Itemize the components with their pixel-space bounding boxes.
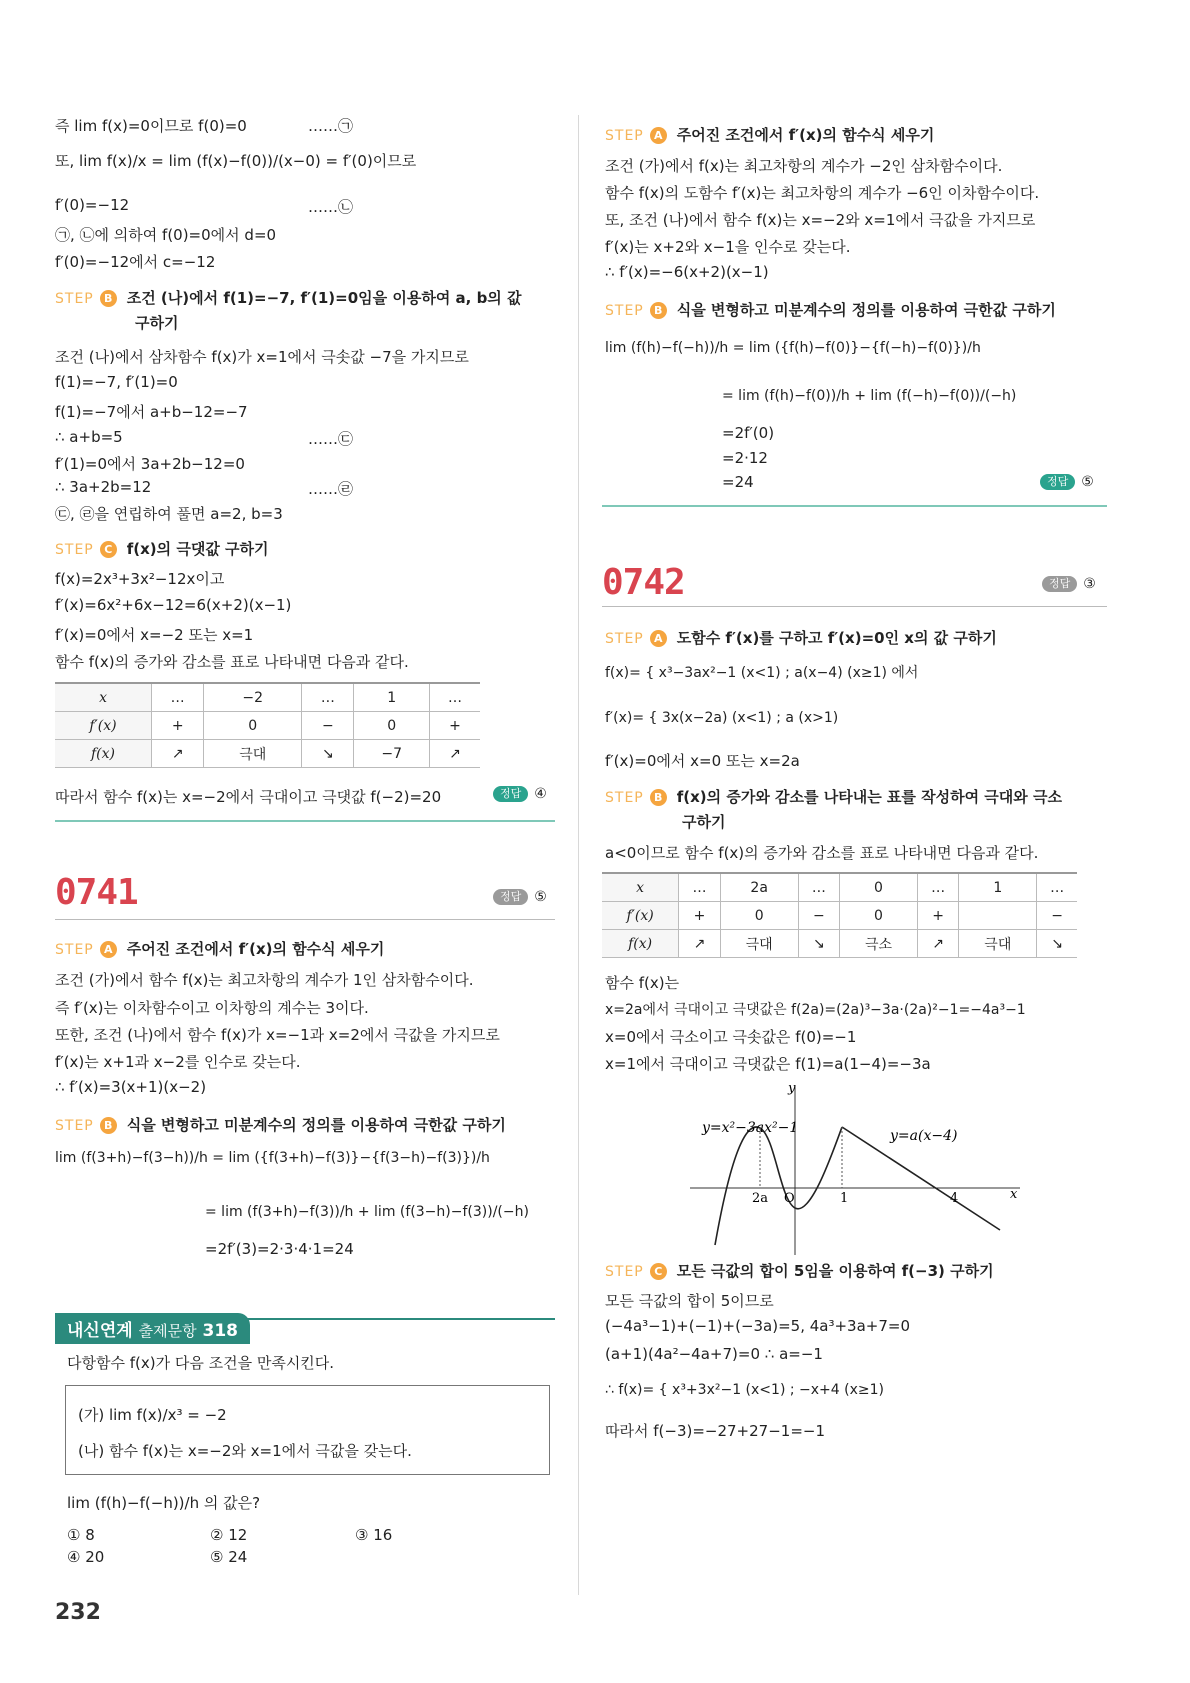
left-b-line-5: f′(1)=0에서 3a+2b−12=0 (55, 455, 245, 473)
right-calc-3: =2f′(0) (722, 424, 775, 442)
table-cell: f′(x) (602, 902, 679, 930)
table-cell: 0 (354, 712, 429, 740)
table-cell: −7 (354, 740, 429, 768)
tick-label: O (784, 1191, 795, 1206)
p0741-calc-3: =2f′(3)=2·3·4·1=24 (205, 1240, 354, 1258)
right-step-b: STEP B 식을 변형하고 미분계수의 정의를 이용하여 극한값 구하기 (605, 301, 1056, 319)
function-graph (680, 1080, 1030, 1260)
right-a-line-1: 조건 (가)에서 f(x)는 최고차항의 계수가 −2인 삼차함수이다. (605, 157, 1003, 175)
left-line-5: f′(0)=−12에서 c=−12 (55, 253, 216, 271)
p0741-a-line-1: 조건 (가)에서 함수 f(x)는 최고차항의 계수가 1인 삼차함수이다. (55, 971, 474, 989)
table-cell: −2 (204, 683, 302, 712)
right-calc-1: lim (f(h)−f(−h))/h = lim ({f(h)−f(0)}−{f(−h)−f(0)})/h (605, 340, 981, 356)
p0742-c-line-1: 모든 극값의 합이 5이므로 (605, 1292, 774, 1310)
table-cell: ↗ (679, 930, 721, 958)
right-a-line-3: 또, 조건 (나)에서 함수 f(x)는 x=−2와 x=1에서 극값을 가지므로 (605, 211, 1036, 229)
condition-1: (가) lim f(x)/x³ = −2 (78, 1406, 227, 1424)
table-cell: 0 (204, 712, 302, 740)
table-cell: ↗ (152, 740, 204, 768)
p0742-step-b-title2: 구하기 (682, 813, 726, 831)
left-step-b-title2: 구하기 (135, 314, 179, 332)
left-b-line-1: 조건 (나)에서 삼차함수 f(x)가 x=1에서 극솟값 −7을 가지므로 (55, 348, 469, 366)
table-cell: ↗ (429, 740, 480, 768)
p0741-calc-2: = lim (f(3+h)−f(3))/h + lim (f(3−h)−f(3))/(−h) (205, 1204, 529, 1220)
p0742-after-1: 함수 f(x)는 (605, 974, 680, 992)
answer-badge-0742: 정답 ③ (1042, 576, 1096, 592)
table-cell: − (1037, 902, 1077, 930)
section-rule (55, 820, 555, 822)
tick-label: 4 (950, 1191, 959, 1206)
table-cell: 0 (840, 873, 918, 902)
table-cell: 극대 (959, 930, 1037, 958)
table-cell: 0 (840, 902, 918, 930)
p0741-a-line-2: 즉 f′(x)는 이차함수이고 이차항의 계수는 3이다. (55, 999, 369, 1017)
table-increase-decrease-1 (55, 682, 480, 768)
left-b-line-4: ∴ a+b=5 ……㉢ (55, 428, 354, 448)
p0742-a-line-3: f′(x)=0에서 x=0 또는 x=2a (605, 752, 800, 770)
left-line-1: 즉 lim f(x)=0이므로 f(0)=0 ……㉠ (55, 117, 354, 135)
right-step-a: STEP A 주어진 조건에서 f′(x)의 함수식 세우기 (605, 126, 935, 144)
table-cell: … (798, 873, 840, 902)
table-cell: ↘ (302, 740, 354, 768)
p0741-step-b: STEP B 식을 변형하고 미분계수의 정의를 이용하여 극한값 구하기 (55, 1116, 506, 1134)
left-b-line-7: ㉢, ㉣을 연립하여 풀면 a=2, b=3 (55, 505, 283, 523)
answer-badge-0741: 정답 ⑤ (493, 889, 547, 905)
naesin-header: 내신연계 출제문항 318 (55, 1313, 250, 1344)
table-cell: … (302, 683, 354, 712)
p0741-step-a: STEP A 주어진 조건에서 f′(x)의 함수식 세우기 (55, 940, 385, 958)
table-cell: + (917, 902, 959, 930)
table-cell: 1 (354, 683, 429, 712)
table-cell: + (429, 712, 480, 740)
table-cell: ↗ (917, 930, 959, 958)
table-cell: f(x) (602, 930, 679, 958)
naesin-question: 다항함수 f(x)가 다음 조건을 만족시킨다. (67, 1354, 335, 1372)
right-calc-2: = lim (f(h)−f(0))/h + lim (f(−h)−f(0))/(−h) (722, 388, 1017, 404)
problem-number-0741: 0741 (55, 872, 138, 913)
left-b-line-2: f(1)=−7, f′(1)=0 (55, 373, 178, 391)
left-c-line-3: f′(x)=0에서 x=−2 또는 x=1 (55, 626, 254, 644)
p0742-step-c: STEP C 모든 극값의 합이 5임을 이용하여 f(−3) 구하기 (605, 1262, 994, 1280)
table-cell: 1 (959, 873, 1037, 902)
p0742-step-a: STEP A 도함수 f′(x)를 구하고 f′(x)=0인 x의 값 구하기 (605, 629, 997, 647)
choice-5[interactable]: ⑤ 24 (210, 1548, 248, 1566)
left-c-line-1: f(x)=2x³+3x²−12x이고 (55, 570, 225, 588)
graph-label-left: y=x²−3ax²−1 (702, 1120, 799, 1136)
p0741-calc-1: lim (f(3+h)−f(3−h))/h = lim ({f(3+h)−f(3)}−{f(3−h)−f(3)})/h (55, 1150, 490, 1166)
table-cell: f(x) (55, 740, 152, 768)
table-cell: 극대 (204, 740, 302, 768)
p0742-after-3: x=0에서 극소이고 극솟값은 f(0)=−1 (605, 1028, 857, 1046)
p0742-c-line-4: ∴ f(x)= { x³+3x²−1 (x<1) ; −x+4 (x≥1) (605, 1382, 884, 1398)
table-cell: 극소 (840, 930, 918, 958)
choice-1[interactable]: ① 8 (67, 1526, 95, 1544)
right-a-line-5: ∴ f′(x)=−6(x+2)(x−1) (605, 263, 769, 281)
left-line-3: f′(0)=−12 ……㉡ (55, 196, 354, 216)
table-cell: ↘ (798, 930, 840, 958)
problem-rule (55, 919, 555, 920)
table-cell: … (429, 683, 480, 712)
p0741-a-line-5: ∴ f′(x)=3(x+1)(x−2) (55, 1078, 207, 1096)
choice-3[interactable]: ③ 16 (355, 1526, 393, 1544)
cubic-curve (715, 1127, 842, 1245)
right-calc-5: =24 (722, 473, 754, 491)
p0742-step-b: STEP B f(x)의 증가와 감소를 나타내는 표를 작성하여 극대와 극소 (605, 788, 1062, 806)
table-cell: … (1037, 873, 1077, 902)
p0742-c-line-3: (a+1)(4a²−4a+7)=0 ∴ a=−1 (605, 1345, 823, 1363)
left-line-4: ㉠, ㉡에 의하여 f(0)=0에서 d=0 (55, 226, 277, 244)
section-rule-right (602, 505, 1107, 507)
right-a-line-4: f′(x)는 x+2와 x−1을 인수로 갖는다. (605, 238, 851, 256)
choice-4[interactable]: ④ 20 (67, 1548, 105, 1566)
axis-label-y: y (788, 1081, 796, 1096)
left-step-c: STEP C f(x)의 극댓값 구하기 (55, 540, 269, 558)
naesin-ask: lim (f(h)−f(−h))/h 의 값은? (67, 1494, 261, 1512)
p0742-after-4: x=1에서 극대이고 극댓값은 f(1)=a(1−4)=−3a (605, 1055, 931, 1073)
table-cell: f′(x) (55, 712, 152, 740)
table-cell: … (679, 873, 721, 902)
condition-2: (나) 함수 f(x)는 x=−2와 x=1에서 극값을 갖는다. (78, 1442, 412, 1460)
p0742-c-line-2: (−4a³−1)+(−1)+(−3a)=5, 4a³+3a+7=0 (605, 1317, 911, 1335)
left-c-line-2: f′(x)=6x²+6x−12=6(x+2)(x−1) (55, 596, 292, 614)
p0742-b-line: a<0이므로 함수 f(x)의 증가와 감소를 표로 나타내면 다음과 같다. (605, 844, 1039, 862)
right-a-line-2: 함수 f(x)의 도함수 f′(x)는 최고차항의 계수가 −6인 이차함수이다. (605, 184, 1040, 202)
graph-label-right: y=a(x−4) (890, 1128, 958, 1144)
table-cell: + (152, 712, 204, 740)
left-b-line-3: f(1)=−7에서 a+b−12=−7 (55, 403, 248, 421)
table-cell: … (917, 873, 959, 902)
condition-box (65, 1385, 550, 1475)
left-c-line-4: 함수 f(x)의 증가와 감소를 표로 나타내면 다음과 같다. (55, 653, 409, 671)
problem-number-0742: 0742 (602, 562, 685, 603)
left-b-line-6: ∴ 3a+2b=12 ……㉣ (55, 478, 354, 498)
left-line-2: 또, lim f(x)/x = lim (f(x)−f(0))/(x−0) = f′(0)이므로 (55, 152, 417, 170)
p0742-c-line-5: 따라서 f(−3)=−27+27−1=−1 (605, 1422, 826, 1440)
p0742-a-line-1: f(x)= { x³−3ax²−1 (x<1) ; a(x−4) (x≥1) 에서 (605, 665, 919, 681)
table-cell (959, 902, 1037, 930)
tick-label: 1 (840, 1191, 849, 1206)
table-cell: + (679, 902, 721, 930)
answer-badge-right-1: 정답 ⑤ (1040, 474, 1094, 490)
left-conclusion: 따라서 함수 f(x)는 x=−2에서 극대이고 극댓값 f(−2)=20 (55, 788, 442, 806)
table-cell: − (798, 902, 840, 930)
table-cell: − (302, 712, 354, 740)
right-calc-4: =2·12 (722, 449, 768, 467)
choice-2[interactable]: ② 12 (210, 1526, 248, 1544)
problem-rule-right (602, 606, 1107, 607)
table-cell: x (602, 873, 679, 902)
p0742-a-line-2: f′(x)= { 3x(x−2a) (x<1) ; a (x>1) (605, 710, 839, 726)
table-increase-decrease-2 (602, 872, 1077, 958)
axis-label-x: x (1010, 1187, 1018, 1202)
table-cell: ↘ (1037, 930, 1077, 958)
table-cell: … (152, 683, 204, 712)
table-cell: x (55, 683, 152, 712)
p0741-a-line-4: f′(x)는 x+1과 x−2를 인수로 갖는다. (55, 1053, 301, 1071)
page-number: 232 (55, 1600, 101, 1625)
p0741-a-line-3: 또한, 조건 (나)에서 함수 f(x)가 x=−1과 x=2에서 극값을 가지므로 (55, 1026, 500, 1044)
answer-badge-1: 정답 ④ (493, 786, 547, 802)
column-divider (578, 115, 579, 1595)
table-cell: 극대 (720, 930, 798, 958)
left-step-b: STEP B 조건 (나)에서 f(1)=−7, f′(1)=0임을 이용하여 a, b의 값 (55, 289, 522, 307)
table-cell: 2a (720, 873, 798, 902)
p0742-after-2: x=2a에서 극대이고 극댓값은 f(2a)=(2a)³−3a·(2a)²−1=−4a³−1 (605, 1002, 1026, 1018)
tick-label: 2a (752, 1191, 769, 1206)
table-cell: 0 (720, 902, 798, 930)
